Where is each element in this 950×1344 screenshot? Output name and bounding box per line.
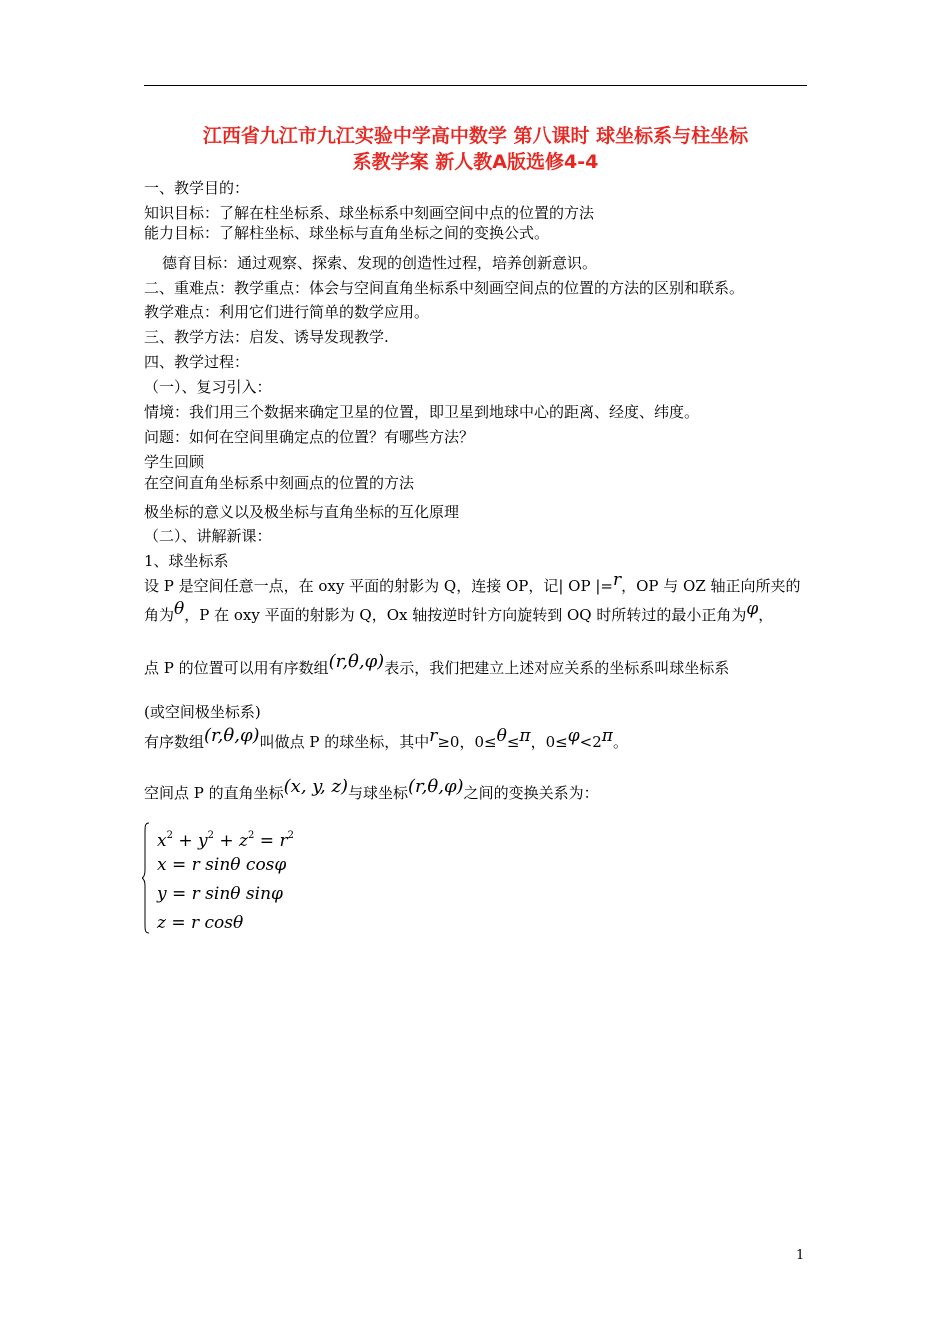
spherical-heading: 1、球坐标系 <box>144 552 229 570</box>
question-text: 问题：如何在空间里确定点的位置？有哪些方法？ <box>144 428 475 446</box>
ability-objective: 能力目标：了解柱坐标、球坐标与直角坐标之间的变换公式。 <box>144 224 550 242</box>
range-line: 有序数组(r,θ,φ)叫做点 P 的球坐标，其中r≥0，0≤θ≤π，0≤φ<2π。 <box>144 725 628 751</box>
equation-4: z = r cosθ <box>157 913 244 933</box>
student-review: 学生回顾 <box>144 453 205 471</box>
review-heading: （一）、复习引入： <box>144 378 272 396</box>
equation-3: y = r sinθ sinφ <box>157 884 283 904</box>
phi-symbol: φ <box>746 599 759 619</box>
equation-2: x = r sinθ cosφ <box>157 855 287 875</box>
section-objectives: 一、教学目的： <box>144 179 250 197</box>
definition-line-4: (或空间极坐标系) <box>144 703 261 721</box>
definition-line-1: 设 P 是空间任意一点，在 oxy 平面的射影为 Q，连接 OP，记| OP |=r，OP 与 OZ 轴正向所夹的 <box>144 570 801 595</box>
transform-intro: 空间点 P 的直角坐标(x, y, z)与球坐标(r,θ,φ)之间的变换关系为： <box>144 776 599 802</box>
cartesian-tuple: (x, y, z) <box>283 776 348 797</box>
document-title-line2: 系教学案 新人教A版选修4-4 <box>352 151 599 173</box>
equation-1: $x^2 + y^2 + z^2 = r^2$ <box>157 830 294 851</box>
header-rule <box>144 85 807 86</box>
theta-symbol: θ <box>174 599 185 619</box>
review-item-2: 极坐标的意义以及极坐标与直角坐标的互化原理 <box>144 503 460 521</box>
key-points: 二、重难点：教学重点：体会与空间直角坐标系中刻画空间点的位置的方法的区别和联系。 <box>144 279 745 297</box>
moral-objective: 德育目标：通过观察、探索、发现的创造性过程，培养创新意识。 <box>162 254 598 272</box>
scenario-text: 情境：我们用三个数据来确定卫星的位置，即卫星到地球中心的距离、经度、纬度。 <box>144 403 700 421</box>
page-number: 1 <box>796 1248 805 1263</box>
r-symbol: r <box>612 570 622 590</box>
definition-line-3: 点 P 的位置可以用有序数组(r,θ,φ)表示，我们把建立上述对应关系的坐标系叫球坐标系 <box>144 651 730 677</box>
teaching-process: 四、教学过程： <box>144 353 250 371</box>
document-title-line1: 江西省九江市九江实验中学高中数学 第八课时 球坐标系与柱坐标 <box>202 125 749 147</box>
difficult-points: 教学难点：利用它们进行简单的数学应用。 <box>144 303 430 321</box>
teaching-method: 三、教学方法：启发、诱导发现教学. <box>144 328 389 346</box>
knowledge-objective: 知识目标：了解在柱坐标系、球坐标系中刻画空间中点的位置的方法 <box>144 204 595 222</box>
equation-brace <box>142 822 150 934</box>
review-item-1: 在空间直角坐标系中刻画点的位置的方法 <box>144 474 415 492</box>
spherical-tuple-2: (r,θ,φ) <box>204 725 260 746</box>
spherical-tuple-3: (r,θ,φ) <box>408 776 464 797</box>
definition-line-2: 角为θ，P 在 oxy 平面的射影为 Q，Ox 轴按逆时针方向旋转到 OQ 时所转过的最小正角为φ， <box>144 599 774 624</box>
spherical-tuple: (r,θ,φ) <box>328 651 385 672</box>
new-lesson-heading: （二）、讲解新课： <box>144 527 272 545</box>
